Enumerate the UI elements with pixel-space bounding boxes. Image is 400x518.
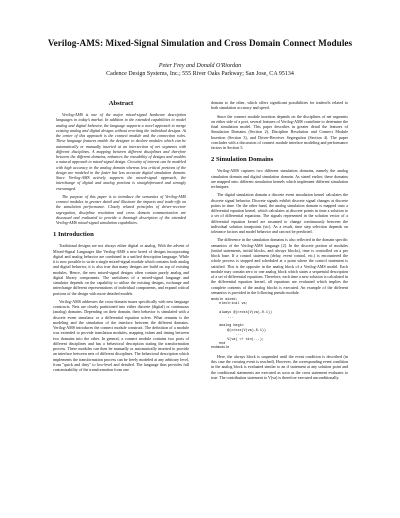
paper-title: Verilog-AMS: Mixed-Signal Simulation and Cross Domain Connect Modules [47, 38, 353, 48]
body-paragraph: The digital simulation domain a discrete event simulation kernel calculates the discrete signal behavior. Discrete signals exhibit discrete signal changes at discrete points in time. On the other hand, the analog simulation domain is mapped onto a differential equation kernel, which calculates at discrete points in time a solution to a set of differential equations. The signals represented in the solution vector of a differential equation kernel are assumed to change continuously between the individual solution timepoints (sic). As a result, time step selection depends on tolerance factors and model behavior and can not be predicted. [211, 192, 348, 234]
right-column [211, 100, 348, 383]
code-listing: module mixed; electrical va; always @(cross(V(va)-0.1)) ... analog begin @(cross(V(va)-0.1)) ... V(va) <+ sin(...); end endmodule [211, 298, 273, 351]
body-paragraph: Since the connect module insertion depends on the disciplines of net segments on either side of a port, several features of Verilog-AMS contribute to determine the final simulation model. This paper describes in greater detail the features of Simulation Domains (Section 2), Discipline Resolution and Connect Module Insertion (Section 3), and Driver-Receiver Segregation (Section 4). The paper concludes with a discussion of connect module interface modeling and performance factors in Section 5. [211, 113, 348, 150]
abstract-heading: Abstract [108, 100, 134, 107]
paper-authors: Peter Frey and Donald O'Riordan [158, 63, 242, 69]
body-paragraph: Verilog-AMS addresses the cross-domain issues specifically with new language constructs. Nets are clearly partitioned into either discrete (digital) or continuous (analog) domains. Depending on their domain, their behavior is simulated with a discrete event simulator or a differential equation solver. What remains is the modeling and the simulation of the interface between the different domains. Verilog-AMS introduces the connect module construct. The definition of a module was extended to provide translation modules, mapping values and timing between two domains into the other. In general, a connect module contains two ports of different disciplines and has a behavioral description stating the transformation process. These modules can then be manually or automatically inserted to provide an interface between nets of different disciplines. The behavioral description which implements the transformation process can be freely modeled at any arbitrary level, from "quick and dirty" to low-level and detailed. The language thus provides full customizability of the transformation from one [53, 298, 189, 372]
section-heading: 1 Introduction [53, 231, 94, 239]
abstract-paragraph: The purpose of this paper is to introduce the semantics of Verilog-AMS connect modules in greater detail and illustrate the impacts and trade-offs on the simulation performance. Closely related principles of driver-receiver segregation, discipline resolution and cross domain communication are discussed and evaluated to provide a thorough description of the extended Verilog-AMS mixed-signal simulation capabilities. [56, 193, 186, 225]
paper-affiliation: Cadence Design Systems, Inc.; 555 River Oaks Parkway; San Jose, CA 95134 [106, 71, 294, 77]
body-paragraph: Verilog-AMS captures two different simulation domains, namely the analog simulation domain and digital simulation domain. As stated earlier, these domains are mapped onto different simulation kernels which implement different simulation techniques. [211, 168, 348, 189]
body-paragraph: Traditional designs are not always either digital or analog. With the advent of Mixed-Signal Languages like Verilog-AMS a new breed of designs incorporating digital and analog behavior are combined in a unified description language. While it is now possible to write a single mixed-signal module which contains both analog and digital behavior, it is also true that many designs are build on top of existing modules. Hence, the new mixed-signal designs often contain purely analog and digital library components. The usefulness of a mixed-signal language and simulator depends on the capability to utilize the existing designs, exchange and interchange different representations of individual components, and expand critical portions of the design with more detailed models. [53, 243, 189, 296]
body-paragraph: Here, the always block is suspended until the event condition is described (in this case the crossing event is reached). However, the corresponding event condition in the analog block is evaluated similar to an if statement at any solution point and the conditional statements are executed as soon as the cross statement evaluates to true. The contribution statement to V(va) is therefore executed unconditionally. [211, 353, 348, 380]
body-paragraph: The difference in the simulation domains is also reflected in the domain specific semantics of the Verilog-AMS language [2]. In the discrete portion of modules (initial statements, initial blocks, and always blocks), time is controlled on a per block base. If a control statement (delay, event control, etc.) is encountered the whole process is stopped and scheduled at a point where the control statement is satisfied. This is the opposite in the analog block of a Verilog-AMS model. Each module may contain zero or one analog block which states a sequential description of a set of differential equations. Therefore, each time a new solution is calculated in the differential equation kernel, all equations are evaluated which implies the complete contents of the analog blocks is executed. An example of the different semantics is provided in the following pseudo module. [211, 237, 348, 295]
section-heading: 2 Simulation Domains [211, 156, 274, 164]
abstract-paragraph: Verilog-AMS is one of the major mixed-signal hardware description languages in today's market. In addition to the extended capabilities to model analog and digital behavior, the language supports a novel approach to merge existing analog and digital designs without rewriting the individual designs. At the center of this approach is the connect module and the connection rules. These language features enable the designer to declare modules which can be automatically or manually inserted at an intersection of net segments with different disciplines. A mapping between different disciplines and therefore between the different domains, enhances the reusability of designs and enables a natural approach to mixed-signal design. Circuitry of interest can be modeled with high accuracy in the analog domain whereas less critical portions of the design are modeled in the faster but less accurate digital simulation domain. Since Verilog-AMS actively supports the mixed-signal approach, the interchange of digital and analog portions is straightforward and strongly encouraged. [56, 112, 186, 191]
body-paragraph: domain to the other, which offers significant possibilities for tradeoffs related to both simulation accuracy and speed. [211, 100, 348, 111]
left-column [53, 100, 189, 375]
